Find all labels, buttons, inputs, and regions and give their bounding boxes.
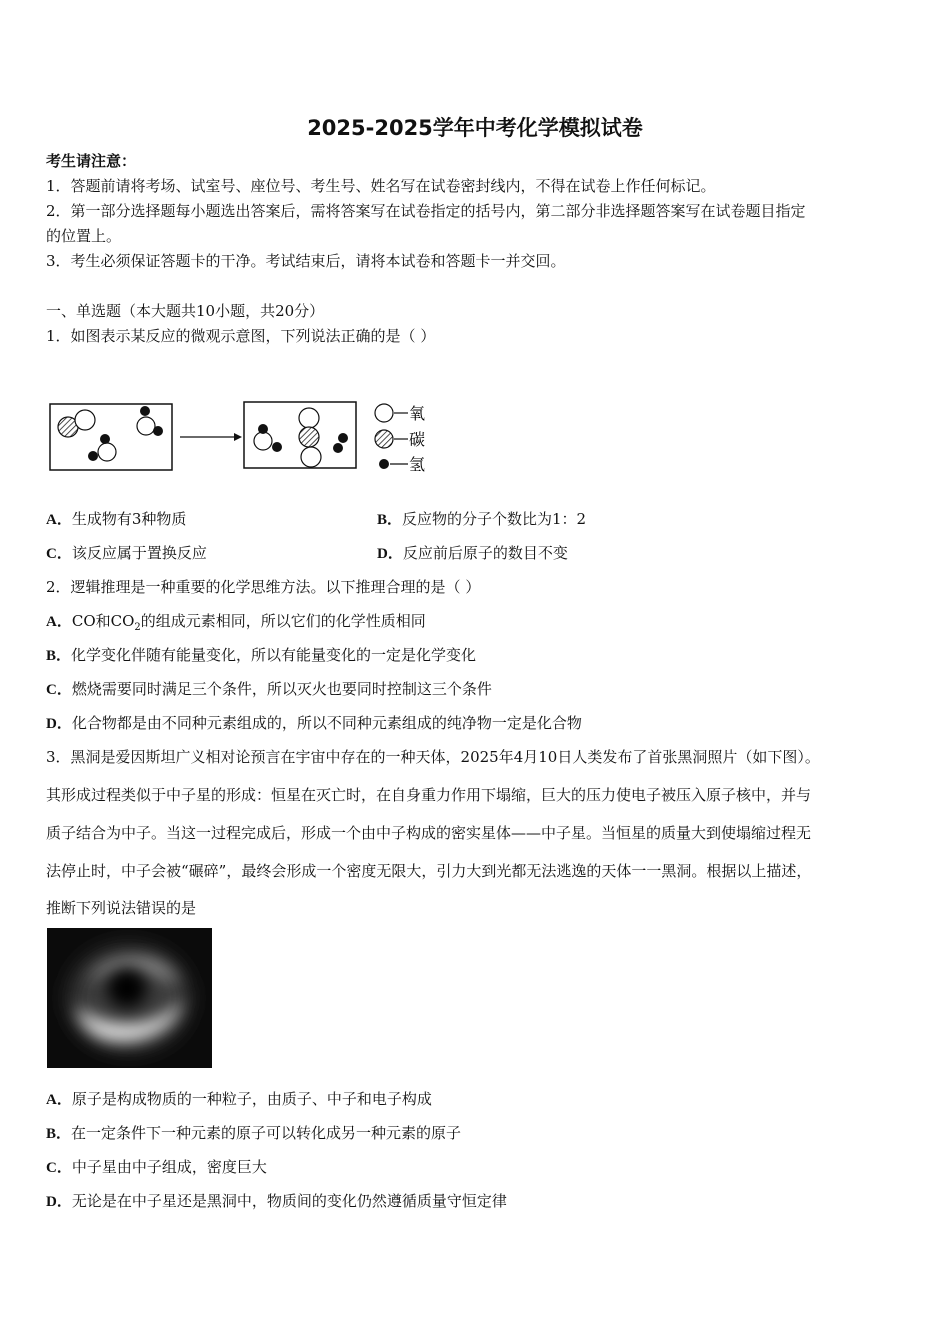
- q3-stem-line-1: 3．黑洞是爱因斯坦广义相对论预言在宇宙中存在的一种天体，2025年4月10日人类发布了首张黑洞照片（如下图）。: [46, 748, 820, 766]
- q2-option-c: C．燃烧需要同时满足三个条件，所以灭火也要同时控制这三个条件: [46, 680, 492, 698]
- section-heading: 一、单选题（本大题共10小题，共20分）: [46, 302, 325, 320]
- oxygen-atom: [75, 410, 95, 430]
- q3-stem-line-2: 其形成过程类似于中子星的形成：恒星在灭亡时，在自身重力作用下塌缩，巨大的压力使电子被压入原子核中，并与: [46, 786, 812, 804]
- reaction-diagram: [48, 396, 438, 476]
- legend-oxygen-icon: [375, 404, 393, 422]
- q3-stem-line-4: 法停止时，中子会被“碾碎”，最终会形成一个密度无限大，引力大到光都无法逃逸的天体一一黑洞。根据以上描述，: [46, 862, 812, 880]
- q3-stem-line-5: 推断下列说法错误的是: [46, 899, 197, 917]
- hydrogen-atom: [153, 426, 163, 436]
- q2-stem: 2．逻辑推理是一种重要的化学思维方法。以下推理合理的是（ ）: [46, 578, 481, 596]
- hydrogen-atom: [258, 424, 268, 434]
- legend-oxygen-label: 氧: [409, 404, 426, 423]
- notice-item-3: 3．考生必须保证答题卡的干净。考试结束后，请将本试卷和答题卡一并交回。: [46, 252, 566, 270]
- legend-carbon-icon: [375, 430, 393, 448]
- page-title: 2025-2025学年中考化学模拟试卷: [307, 116, 643, 140]
- q1-option-d: D．反应前后原子的数目不变: [377, 544, 568, 562]
- hydrogen-atom: [338, 433, 348, 443]
- hydrogen-atom: [333, 443, 343, 453]
- q2-option-a: A．CO和$CO_2$的组成元素相同，所以它们的化学性质相同: [46, 612, 426, 633]
- oxygen-atom: [98, 443, 116, 461]
- oxygen-atom: [299, 408, 319, 428]
- q2-option-b: B．化学变化伴随有能量变化，所以有能量变化的一定是化学变化: [46, 646, 477, 664]
- q2-option-d: D．化合物都是由不同种元素组成的，所以不同种元素组成的纯净物一定是化合物: [46, 714, 582, 732]
- q3-option-d: D．无论是在中子星还是黑洞中，物质间的变化仍然遵循质量守恒定律: [46, 1192, 507, 1210]
- q3-option-a: A．原子是构成物质的一种粒子，由质子、中子和电子构成: [46, 1090, 432, 1108]
- hydrogen-atom: [140, 406, 150, 416]
- reaction-arrow-head: [234, 433, 242, 441]
- notice-item-2: 2．第一部分选择题每小题选出答案后，需将答案写在试卷指定的括号内，第二部分非选择题答案写在试卷题目指定: [46, 202, 806, 220]
- q1-stem: 1．如图表示某反应的微观示意图，下列说法正确的是（ ）: [46, 327, 436, 345]
- legend-hydrogen-icon: [379, 459, 389, 469]
- q3-option-b: B．在一定条件下一种元素的原子可以转化成另一种元素的原子: [46, 1124, 462, 1142]
- legend-carbon-label: 碳: [409, 430, 426, 449]
- q1-option-a: A．生成物有3种物质: [46, 510, 187, 528]
- q1-option-c: C．该反应属于置换反应: [46, 544, 207, 562]
- notice-heading: 考生请注意：: [46, 152, 137, 170]
- hydrogen-atom: [272, 442, 282, 452]
- q1-option-b: B．反应物的分子个数比为1：2: [377, 510, 587, 528]
- notice-item-2-cont: 的位置上。: [46, 227, 122, 245]
- oxygen-atom: [301, 447, 321, 467]
- notice-item-1: 1．答题前请将考场、试室号、座位号、考生号、姓名写在试卷密封线内，不得在试卷上作任何标记。: [46, 177, 716, 195]
- q3-stem-line-3: 质子结合为中子。当这一过程完成后，形成一个由中子构成的密实星体——中子星。当恒星的质量大到使塌缩过程无: [46, 824, 812, 842]
- hydrogen-atom: [88, 451, 98, 461]
- carbon-atom: [299, 427, 319, 447]
- oxygen-atom: [254, 432, 272, 450]
- q3-option-c: C．中子星由中子组成，密度巨大: [46, 1158, 267, 1176]
- oxygen-atom: [137, 417, 155, 435]
- legend-hydrogen-label: 氢: [409, 455, 426, 474]
- black-hole-image: [47, 928, 212, 1068]
- hydrogen-atom: [100, 434, 110, 444]
